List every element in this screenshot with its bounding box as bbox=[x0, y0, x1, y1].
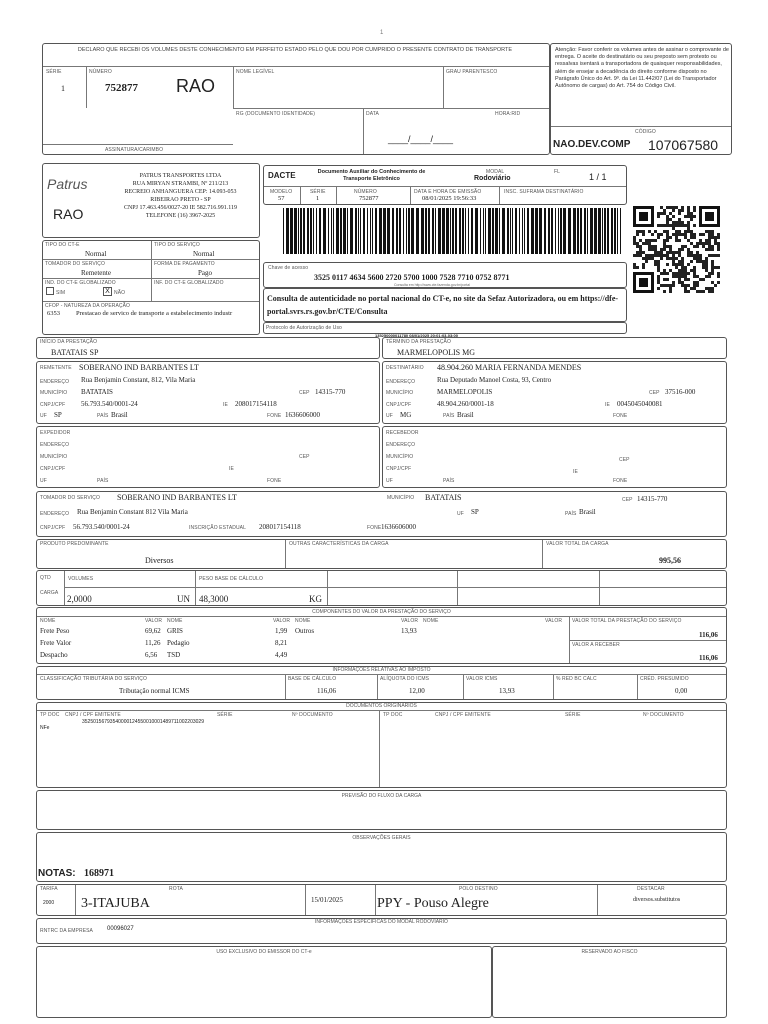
pais-label: PAÍS bbox=[97, 413, 109, 419]
receipt-notice: Atenção: Favor conferir os volumes antes de assinar o comprovante de entrega. O aceite do destinatário ou seu preposto sem protesto ou ressalvas isentará a transportadora de quaisquer responsabilidades, além de ensejar a decadência do direito conforme disposto no Parágrafo Único do Art. 9º. da Lei 11.442/07 (Lei do Transportador Autônomo de cargas) do Art. 754 do Código Civil. bbox=[555, 47, 729, 90]
destinatario-ie: 0045045040081 bbox=[617, 400, 663, 408]
destinatario-endereco: Rua Deputado Manoel Costa, 93, Centro bbox=[437, 376, 552, 384]
modelo-label: MODELO bbox=[270, 189, 293, 195]
endereco-label: ENDEREÇO bbox=[40, 511, 70, 517]
fone-label: FONE bbox=[267, 413, 282, 419]
remetente-nome: SOBERANO IND BARBANTES LT bbox=[79, 363, 199, 372]
tp-doc-label: TP DOC bbox=[383, 712, 403, 718]
consulta-text: Consulta de autenticidade no portal nacional do CT-e, no site da Sefaz Autorizadora, ou em https://dfe-portal.svrs.rs.gov.br/CTE/Consulta bbox=[267, 294, 619, 316]
comp-nome: GRIS bbox=[167, 627, 183, 635]
dacte-numero-label: NÚMERO bbox=[354, 189, 377, 195]
comp-valor-label: VALOR bbox=[545, 618, 563, 624]
remetente-fone: 1636606000 bbox=[285, 411, 320, 419]
comp-valor: 6,56 bbox=[145, 651, 158, 659]
ie-label: IE bbox=[223, 402, 228, 408]
protocolo-value: 135250000011780 08/01/2025 20:01:03-03:00 bbox=[375, 333, 458, 338]
comp-valor: 13,93 bbox=[401, 627, 417, 635]
valor-total-carga: 995,56 bbox=[659, 556, 681, 565]
rota-box bbox=[36, 884, 727, 916]
receber-value: 116,06 bbox=[699, 654, 718, 662]
emitter-line: TELEFONE (16) 3967-2025 bbox=[145, 213, 216, 219]
cnpj-label: CNPJ/CPF bbox=[386, 466, 412, 472]
tomador-endereco: Rua Benjamin Constant 812 Vila Maria bbox=[77, 508, 188, 516]
comp-nome: Pedagio bbox=[167, 639, 190, 647]
termino-value: MARMELOPOLIS MG bbox=[397, 348, 476, 357]
polo-value: PPY - Pouso Alegre bbox=[377, 896, 489, 911]
emitter-box bbox=[42, 163, 260, 238]
cnpj-label: CNPJ/CPF bbox=[40, 525, 66, 531]
receipt-unit-code: RAO bbox=[176, 76, 216, 96]
class-value: Tributação normal ICMS bbox=[119, 687, 190, 695]
fone-label: FONE bbox=[267, 478, 282, 484]
dacte-serie-label: SÉRIE bbox=[310, 189, 326, 195]
endereco-label: ENDEREÇO bbox=[386, 442, 416, 448]
class-label: CLASSIFICAÇÃO TRIBUTÁRIA DO SERVIÇO bbox=[40, 676, 147, 682]
valor-icms-label: VALOR ICMS bbox=[466, 676, 498, 682]
receipt-declaration: DECLARO QUE RECEBI OS VOLUMES DESTE CONHECIMENTO EM PERFEITO ESTADO PELO QUE DOU POR CUMPRIDO O PRESENTE CONTRATO DE TRANSPORTE bbox=[77, 47, 513, 53]
emitter-info bbox=[103, 172, 258, 220]
chave-label: Chave de acesso bbox=[268, 265, 309, 271]
cnpj-label: CNPJ/CPF bbox=[40, 466, 66, 472]
nao-label: NÃO bbox=[114, 290, 126, 296]
emissao-value: 08/01/2025 19:56:33 bbox=[422, 195, 477, 202]
hora-label: HORA:RID bbox=[495, 111, 521, 117]
previsao-box bbox=[36, 790, 727, 830]
expedidor-title: EXPEDIDOR bbox=[40, 430, 71, 436]
codigo-label: CÓDIGO bbox=[635, 129, 656, 135]
remetente-pais: Brasil bbox=[111, 411, 128, 419]
emitter-line: CNPJ 17.463.456/0027-20 IE 582.716.991.119 bbox=[123, 205, 238, 211]
tipo-cte-label: TIPO DO CT-E bbox=[45, 242, 80, 248]
comp-nome-label: NOME bbox=[167, 618, 183, 624]
sim-checkbox[interactable] bbox=[46, 287, 54, 295]
cnpj-label: CNPJ/CPF bbox=[40, 402, 66, 408]
cep-label: CEP bbox=[649, 390, 660, 396]
volumes-label: VOLUMES bbox=[68, 576, 94, 582]
cep-label: CEP bbox=[299, 390, 310, 396]
nome-label: NOME LEGÍVEL bbox=[236, 69, 275, 75]
produto-label: PRODUTO PREDOMINANTE bbox=[40, 541, 109, 547]
destinatario-uf: MG bbox=[400, 411, 412, 419]
destinatario-cep: 37516-000 bbox=[665, 388, 696, 396]
peso-unit: KG bbox=[309, 594, 322, 604]
uf-label: UF bbox=[457, 511, 464, 517]
globalizado-label: IND. DO CT-E GLOBALIZADO bbox=[45, 280, 116, 286]
endereco-label: ENDEREÇO bbox=[386, 379, 416, 385]
doc-cnpj-label: CNPJ / CPF EMITENTE bbox=[65, 712, 121, 718]
tomador-type-value: Remetente bbox=[81, 269, 111, 277]
rota-label: ROTA bbox=[169, 886, 183, 892]
tomador-municipio-label: MUNICÍPIO bbox=[387, 495, 415, 501]
reservado-fisco-box bbox=[492, 946, 727, 1018]
comp-nome: Outros bbox=[295, 627, 315, 635]
cte-info-box bbox=[42, 240, 260, 335]
endereco-label: ENDEREÇO bbox=[40, 442, 70, 448]
tomador-type-label: TOMADOR DO SERVIÇO bbox=[45, 261, 105, 267]
carga-label: CARGA bbox=[40, 590, 59, 596]
emitter-line: RUA MIRYAN STRAMBI, Nº 211/213 bbox=[132, 181, 229, 187]
tomador-ie-label: INSCRIÇÃO ESTADUAL bbox=[189, 525, 246, 531]
previsao-title: PREVISÃO DO FLUXO DA CARGA bbox=[341, 793, 422, 799]
doc-cnpj-label: CNPJ / CPF EMITENTE bbox=[435, 712, 491, 718]
valor-icms: 13,93 bbox=[499, 687, 515, 695]
receber-label: VALOR A RECEBER bbox=[572, 642, 620, 648]
peso-value: 48,3000 bbox=[199, 594, 229, 604]
aliquota-value: 12,00 bbox=[409, 687, 425, 695]
comp-valor: 11,26 bbox=[145, 639, 161, 647]
emissao-label: DATA E HORA DE EMISSÃO bbox=[414, 189, 482, 195]
pais-label: PAÍS bbox=[565, 511, 577, 517]
produto-box bbox=[36, 539, 727, 569]
dacte-serie-value: 1 bbox=[316, 195, 320, 202]
peso-label: PESO BASE DE CÁLCULO bbox=[199, 576, 263, 582]
comp-nome-label: NOME bbox=[423, 618, 439, 624]
municipio-label: MUNICÍPIO bbox=[386, 454, 414, 460]
receipt-notice-box bbox=[550, 43, 732, 155]
cep-label: CEP bbox=[622, 497, 633, 503]
produto-value: Diversos bbox=[145, 556, 174, 565]
inicio-box bbox=[36, 337, 380, 359]
documentos-box bbox=[36, 702, 727, 788]
destinatario-nome: 48.904.260 MARIA FERNANDA MENDES bbox=[437, 363, 582, 372]
pais-label: PAÍS bbox=[97, 478, 109, 484]
volumes-value: 2,0000 bbox=[67, 594, 92, 604]
expedidor-box bbox=[36, 426, 380, 488]
tomador-box bbox=[36, 491, 727, 537]
remetente-uf: SP bbox=[54, 411, 62, 419]
dacte-numero-value: 752877 bbox=[359, 195, 379, 202]
protocolo-label: Protocolo de Autorização de Uso bbox=[266, 325, 342, 331]
tipo-servico-label: TIPO DO SERVIÇO bbox=[154, 242, 200, 248]
numero-label: NÚMERO bbox=[89, 69, 112, 75]
patrus-logo: Patrus bbox=[47, 176, 88, 192]
modelo-value: 57 bbox=[278, 195, 285, 202]
serie-value: 1 bbox=[61, 84, 65, 93]
remetente-cnpj: 56.793.540/0001-24 bbox=[81, 400, 138, 408]
rota-data: 15/01/2025 bbox=[311, 896, 343, 904]
comp-nome: Frete Valor bbox=[40, 639, 72, 647]
doc-nro-label: Nº DOCUMENTO bbox=[643, 712, 684, 718]
comp-nome: TSD bbox=[167, 651, 181, 659]
uso-emissor-box bbox=[36, 946, 492, 1018]
data-label: DATA bbox=[366, 111, 379, 117]
tomador-cnpj: 56.793.540/0001-24 bbox=[73, 523, 130, 531]
doc-tp-value: NFe bbox=[40, 725, 50, 731]
municipio-label: MUNICÍPIO bbox=[386, 390, 414, 396]
base-value: 116,06 bbox=[317, 687, 336, 695]
total-prestacao-label: VALOR TOTAL DA PRESTAÇÃO DO SERVIÇO bbox=[572, 618, 682, 624]
uf-label: UF bbox=[40, 413, 47, 419]
destinatario-municipio: MARMELOPOLIS bbox=[437, 388, 493, 396]
cfop-value: 6353 bbox=[47, 310, 60, 317]
imposto-title: INFORMAÇÕES RELATIVAS AO IMPOSTO bbox=[332, 667, 431, 673]
quantidade-box bbox=[36, 570, 727, 606]
dacte-subtitle: Documento Auxiliar do Conhecimento de Transporte Eletrônico bbox=[317, 169, 426, 182]
rntrc-value: 00096027 bbox=[107, 926, 134, 932]
tomador-uf: SP bbox=[471, 508, 479, 516]
destinatario-pais: Brasil bbox=[457, 411, 474, 419]
pais-label: PAÍS bbox=[443, 478, 455, 484]
comp-valor: 69,62 bbox=[145, 627, 161, 635]
emitter-line: PATRUS TRANSPORTES LTDA bbox=[139, 173, 222, 179]
emitter-line: RIBEIRAO PRETO - SP bbox=[150, 197, 211, 203]
assinatura-label: ASSINATURA/CARIMBO bbox=[105, 147, 164, 153]
uf-label: UF bbox=[40, 478, 47, 484]
forma-pgto-label: FORMA DE PAGAMENTO bbox=[154, 261, 215, 267]
codigo-prefix: NAO.DEV.COMP bbox=[553, 139, 631, 150]
consulta-small: Consulta em http://www.cte.fazenda.gov.br/portal bbox=[394, 283, 471, 287]
fone-label: FONE bbox=[613, 478, 628, 484]
inicio-value: BATATAIS SP bbox=[51, 348, 99, 357]
remetente-municipio: BATATAIS bbox=[81, 388, 113, 396]
remetente-box bbox=[36, 361, 380, 424]
rg-label: RG (DOCUMENTO IDENTIDADE) bbox=[236, 111, 316, 117]
tipo-cte-value: Normal bbox=[85, 250, 107, 258]
uf-label: UF bbox=[386, 413, 393, 419]
emitter-line: RECREIO ANHANGUERA CEP: 14.093-053 bbox=[124, 189, 237, 195]
barcode bbox=[283, 208, 625, 254]
rntrc-label: RNTRC DA EMPRESA bbox=[40, 928, 93, 934]
notas-value: 168971 bbox=[84, 868, 114, 879]
destinatario-title: DESTINATÁRIO bbox=[386, 365, 424, 371]
qtd-label: QTD bbox=[40, 575, 51, 581]
nao-checkbox[interactable]: X bbox=[103, 287, 112, 296]
tarifa-label: TARIFA bbox=[40, 886, 58, 892]
destinatario-cnpj: 48.904.260/0001-18 bbox=[437, 400, 494, 408]
fl-label: FL bbox=[554, 169, 561, 175]
tomador-municipio: BATATAIS bbox=[425, 493, 462, 502]
municipio-label: MUNICÍPIO bbox=[40, 454, 68, 460]
cnpj-label: CNPJ/CPF bbox=[386, 402, 412, 408]
doc-serie-label: SÉRIE bbox=[217, 712, 233, 718]
comp-valor-label: VALOR bbox=[145, 618, 163, 624]
volumes-unit: UN bbox=[177, 594, 190, 604]
termino-box bbox=[382, 337, 727, 359]
comp-valor-label: VALOR bbox=[273, 618, 291, 624]
endereco-label: ENDEREÇO bbox=[40, 379, 70, 385]
recebedor-title: RECEBEDOR bbox=[386, 430, 419, 436]
chave-box bbox=[263, 262, 627, 288]
doc-nro-label: Nº DOCUMENTO bbox=[292, 712, 333, 718]
remetente-title: REMETENTE bbox=[40, 365, 72, 371]
emitter-unit-code: RAO bbox=[53, 206, 84, 222]
dacte-title: DACTE bbox=[268, 171, 296, 180]
page-number: 1 bbox=[380, 30, 384, 36]
remetente-endereco: Rua Benjamin Constant, 812, Vila Maria bbox=[81, 376, 196, 384]
comp-valor: 1,99 bbox=[275, 627, 288, 635]
uso-emissor-title: USO EXCLUSIVO DO EMISSOR DO CT-e bbox=[216, 949, 312, 955]
ie-label: IE bbox=[573, 469, 578, 475]
componentes-title: COMPONENTES DO VALOR DA PRESTAÇÃO DO SERVIÇO bbox=[312, 609, 451, 615]
valor-total-carga-label: VALOR TOTAL DA CARGA bbox=[546, 541, 609, 547]
qr-code bbox=[632, 205, 722, 299]
comp-nome: Frete Peso bbox=[40, 627, 70, 635]
rota-value: 3-ITAJUBA bbox=[81, 896, 150, 911]
destacar-value: diversos.substitutos bbox=[633, 897, 681, 903]
grau-label: GRAU PARENTESCO bbox=[446, 69, 498, 75]
polo-label: POLO DESTINO bbox=[459, 886, 498, 892]
comp-nome: Despacho bbox=[40, 651, 68, 659]
outras-label: OUTRAS CARACTERÍSTICAS DA CARGA bbox=[289, 541, 389, 547]
red-label: % RED BC CALC bbox=[556, 676, 597, 682]
tarifa-value: 2000 bbox=[43, 900, 55, 906]
destacar-label: DESTACAR bbox=[637, 886, 665, 892]
comp-valor: 8,21 bbox=[275, 639, 288, 647]
tomador-cep: 14315-770 bbox=[637, 495, 668, 503]
sim-label: SIM bbox=[56, 290, 66, 296]
obs-title: OBSERVAÇÕES GERAIS bbox=[352, 835, 411, 841]
reservado-title: RESERVADO AO FISCO bbox=[581, 949, 638, 955]
modal-value: Rodoviário bbox=[474, 175, 511, 182]
remetente-ie: 208017154118 bbox=[235, 400, 277, 408]
componentes-box bbox=[36, 607, 727, 664]
tomador-nome: SOBERANO IND BARBANTES LT bbox=[117, 493, 237, 502]
modal-info-box bbox=[36, 918, 727, 944]
documentos-title: DOCUMENTOS ORIGINÁRIOS bbox=[346, 703, 417, 709]
consulta-box bbox=[263, 288, 627, 322]
ie-label: IE bbox=[605, 402, 610, 408]
cep-label: CEP bbox=[299, 454, 310, 460]
modal-label: MODAL bbox=[486, 169, 505, 175]
tomador-fone: 1636606000 bbox=[381, 523, 416, 531]
fl-value: 1 / 1 bbox=[589, 172, 607, 182]
info-glob-label: INF. DO CT-E GLOBALIZADO bbox=[154, 280, 224, 286]
chave-value: 3525 0117 4634 5600 2720 5700 1000 7528 7710 0752 8771 bbox=[314, 273, 510, 282]
natureza-value: Prestacao de servico de transporte a estabelecimento industr bbox=[76, 310, 233, 317]
cfop-label: CFOP - NATUREZA DA OPERAÇÃO bbox=[45, 303, 131, 309]
imposto-box bbox=[36, 666, 727, 700]
observacoes-box bbox=[36, 832, 727, 882]
recebedor-box bbox=[382, 426, 727, 488]
tipo-servico-value: Normal bbox=[193, 250, 215, 258]
data-blank: ____/____/____ bbox=[388, 134, 454, 144]
inicio-label: INÍCIO DA PRESTAÇÃO bbox=[40, 339, 98, 345]
pais-label: PAÍS bbox=[443, 413, 455, 419]
base-label: BASE DE CÁLCULO bbox=[288, 676, 337, 682]
notas-label: NOTAS: bbox=[38, 868, 76, 879]
tomador-title: TOMADOR DO SERVIÇO bbox=[40, 495, 100, 501]
uf-label: UF bbox=[386, 478, 393, 484]
suframa-label: INSC. SUFRAMA DESTINATÁRIO bbox=[504, 189, 584, 195]
modal-info-title: INFORMAÇÕES ESPECÍFICAS DO MODAL RODOVIÁRIO bbox=[315, 919, 448, 925]
remetente-cep: 14315-770 bbox=[315, 388, 346, 396]
municipio-label: MUNICÍPIO bbox=[40, 390, 68, 396]
cred-value: 0,00 bbox=[675, 687, 688, 695]
tomador-pais: Brasil bbox=[579, 508, 596, 516]
numero-value: 752877 bbox=[105, 82, 138, 94]
fone-label: FONE bbox=[613, 413, 628, 419]
codigo-value: 107067580 bbox=[648, 137, 719, 153]
termino-label: TÉRMINO DA PRESTAÇÃO bbox=[386, 339, 451, 345]
doc-chave-value: 35250156793540000124550010001489711002203029 bbox=[82, 719, 204, 725]
cred-label: CRÉD. PRESUMIDO bbox=[640, 676, 689, 682]
comp-nome-label: NOME bbox=[40, 618, 56, 624]
tomador-ie: 208017154118 bbox=[259, 523, 301, 531]
total-prestacao: 116,06 bbox=[699, 631, 718, 639]
serie-label: SÉRIE bbox=[46, 69, 62, 75]
ie-label: IE bbox=[229, 466, 234, 472]
forma-pgto-value: Pago bbox=[198, 269, 212, 277]
receipt-section bbox=[42, 43, 550, 155]
destinatario-box bbox=[382, 361, 727, 424]
fone-label: FONE bbox=[367, 525, 382, 531]
cep-label: CEP bbox=[619, 457, 630, 463]
doc-serie-label: SÉRIE bbox=[565, 712, 581, 718]
dacte-box bbox=[263, 165, 627, 205]
comp-valor: 4,49 bbox=[275, 651, 288, 659]
comp-nome-label: NOME bbox=[295, 618, 311, 624]
aliquota-label: ALÍQUOTA DO ICMS bbox=[380, 676, 430, 682]
comp-valor-label: VALOR bbox=[401, 618, 419, 624]
tp-doc-label: TP DOC bbox=[40, 712, 60, 718]
